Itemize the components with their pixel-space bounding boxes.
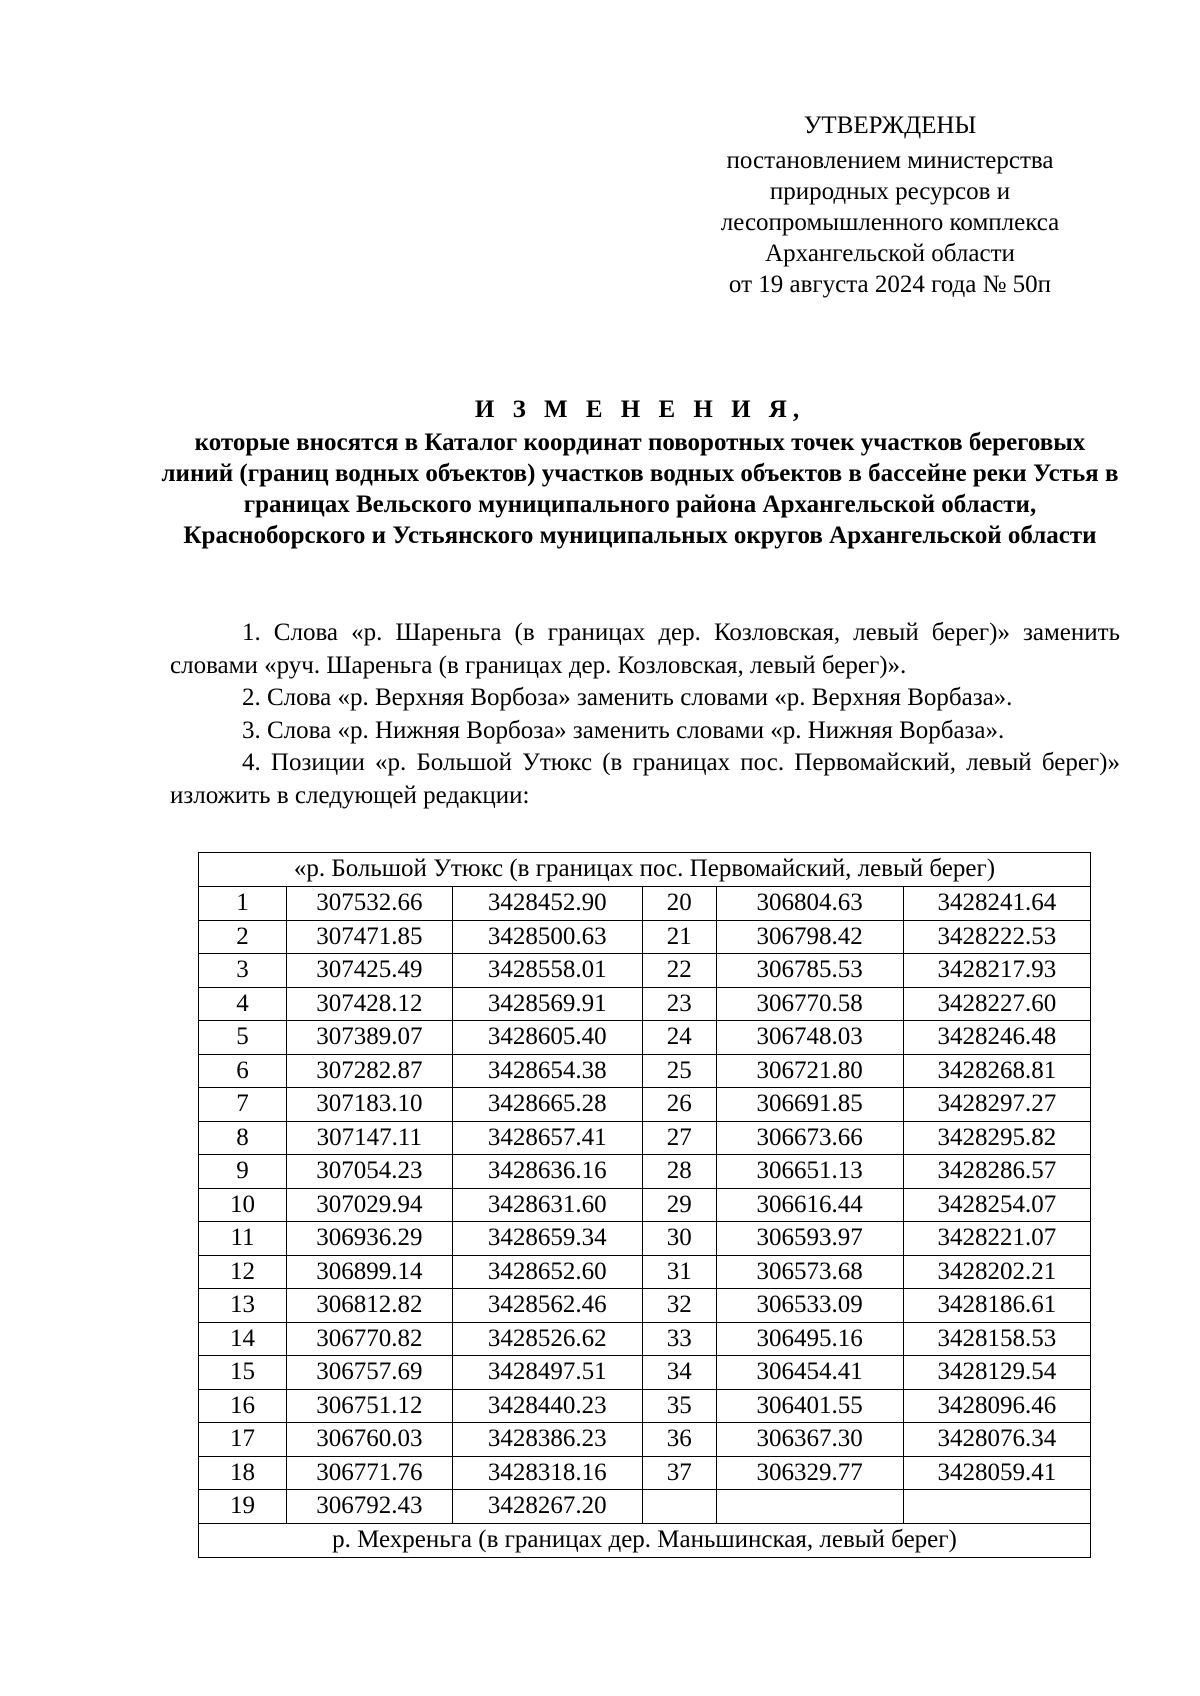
table-cell-coord-y: 3428217.93 (903, 954, 1090, 988)
table-cell-point-number: 6 (199, 1054, 287, 1088)
table-cell-coord-x: 306771.76 (286, 1456, 452, 1490)
table-cell-coord-y: 3428158.53 (903, 1322, 1090, 1356)
table-cell-point-number: 15 (199, 1356, 287, 1390)
table-row (199, 920, 1091, 954)
table-cell-coord-y: 3428657.41 (452, 1121, 642, 1155)
table-cell-coord-y: 3428059.41 (903, 1456, 1090, 1490)
table-cell-coord-y: 3428186.61 (903, 1289, 1090, 1323)
approval-heading: УТВЕРЖДЕНЫ (803, 112, 977, 139)
table-row (199, 1322, 1091, 1356)
table-cell-point-number: 30 (642, 1222, 716, 1256)
table-cell-coord-x: 307428.12 (286, 987, 452, 1021)
table-row (199, 1121, 1091, 1155)
table-cell-point-number: 5 (199, 1021, 287, 1055)
table-cell-coord-y: 3428605.40 (452, 1021, 642, 1055)
approval-date: от 19 августа 2024 года № 50п (728, 271, 1052, 298)
table-cell-point-number: 29 (642, 1188, 716, 1222)
approval-line: природных ресурсов и (769, 178, 1011, 205)
table-row (199, 1021, 1091, 1055)
table-cell-coord-y: 3428267.20 (452, 1490, 642, 1524)
table-cell-coord-y: 3428452.90 (452, 887, 642, 921)
table-cell-coord-x: 306748.03 (716, 1021, 903, 1055)
table-cell-point-number: 17 (199, 1423, 287, 1457)
table-cell-coord-x: 306573.68 (716, 1255, 903, 1289)
table-cell-coord-x: 307029.94 (286, 1188, 452, 1222)
table-cell-coord-y: 3428222.53 (903, 920, 1090, 954)
table-cell-point-number: 33 (642, 1322, 716, 1356)
table-caption-row (199, 853, 1091, 887)
title-subtitle: которые вносятся в Каталог координат поворотных точек участков береговых линий (границ водных объектов) участков водных объектов в бассейне реки Устья в границах Вельского муниципального района Архангельской области, Красноборского и Устьянского муниципальных округов Архангельской области (161, 429, 1119, 549)
table-cell-coord-x: 306533.09 (716, 1289, 903, 1323)
table-cell-coord-x: 307389.07 (286, 1021, 452, 1055)
table-cell-coord-x: 307183.10 (286, 1088, 452, 1122)
table-cell-point-number: 19 (199, 1490, 287, 1524)
table-cell-coord-x: 306454.41 (716, 1356, 903, 1390)
table-cell-point-number: 11 (199, 1222, 287, 1256)
paragraph-2: 2. Слова «р. Верхняя Ворбоза» заменить словами «р. Верхняя Ворбаза». (242, 684, 1013, 711)
table-cell-coord-y: 3428297.27 (903, 1088, 1090, 1122)
table-cell-coord-y: 3428227.60 (903, 987, 1090, 1021)
table-cell-coord-y: 3428318.16 (452, 1456, 642, 1490)
table-row (199, 1389, 1091, 1423)
table-cell-coord-y: 3428076.34 (903, 1423, 1090, 1457)
table-cell-point-number: 16 (199, 1389, 287, 1423)
table-cell-coord-y: 3428500.63 (452, 920, 642, 954)
table-cell-coord-y: 3428221.07 (903, 1222, 1090, 1256)
table-cell-point-number: 25 (642, 1054, 716, 1088)
paragraph-4: 4. Позиции «р. Большой Утюкс (в границах пос. Первомайский, левый берег)» изложить в следующей редакции: (170, 749, 1120, 809)
paragraph-1: 1. Слова «р. Шареньга (в границах дер. Козловская, левый берег)» заменить словами «руч. Шареньга (в границах дер. Козловская, левый берег)». (170, 619, 1120, 679)
table-cell-point-number: 12 (199, 1255, 287, 1289)
table-cell-coord-x: 306495.16 (716, 1322, 903, 1356)
table-cell-coord-y: 3428440.23 (452, 1389, 642, 1423)
table-cell-coord-y: 3428268.81 (903, 1054, 1090, 1088)
table-cell-point-number: 18 (199, 1456, 287, 1490)
table-cell-point-number: 36 (642, 1423, 716, 1457)
table-cell-point-number: 22 (642, 954, 716, 988)
table-cell-coord-y: 3428569.91 (452, 987, 642, 1021)
table-row (199, 1456, 1091, 1490)
table-cell-point-number: 9 (199, 1155, 287, 1189)
coordinates-table-body (199, 853, 1091, 1558)
table-cell-coord-y: 3428497.51 (452, 1356, 642, 1390)
table-row (199, 887, 1091, 921)
amendments-text (170, 617, 1120, 812)
table-cell-coord-x: 306770.82 (286, 1322, 452, 1356)
approval-line: Архангельской области (765, 240, 1015, 267)
table-row (199, 1222, 1091, 1256)
table-cell-coord-x: 306329.77 (716, 1456, 903, 1490)
table-cell-coord-y: 3428665.28 (452, 1088, 642, 1122)
table-row (199, 1155, 1091, 1189)
table-cell-coord-x: 306899.14 (286, 1255, 452, 1289)
table-cell-coord-x: 306616.44 (716, 1188, 903, 1222)
document-title (160, 394, 1120, 551)
table-cell-coord-y: 3428636.16 (452, 1155, 642, 1189)
paragraph-3: 3. Слова «р. Нижняя Ворбоза» заменить словами «р. Нижняя Ворбаза». (242, 716, 1005, 744)
table-cell-coord-y: 3428659.34 (452, 1222, 642, 1256)
table-cell-point-number: 21 (642, 920, 716, 954)
table-row (199, 1423, 1091, 1457)
table-row (199, 987, 1091, 1021)
table-cell-coord-x: 306651.13 (716, 1155, 903, 1189)
table-cell-point-number: 34 (642, 1356, 716, 1390)
table-row (199, 1088, 1091, 1122)
table-cell-coord-x: 306367.30 (716, 1423, 903, 1457)
table-cell-coord-x: 307147.11 (286, 1121, 452, 1155)
table-footer-row (199, 1523, 1091, 1557)
table-cell-point-number: 24 (642, 1021, 716, 1055)
table-cell-coord-x: 307425.49 (286, 954, 452, 988)
approval-line: лесопромышленного комплекса (720, 209, 1060, 236)
table-row (199, 1054, 1091, 1088)
table-cell-coord-x: 306751.12 (286, 1389, 452, 1423)
table-cell-coord-y: 3428631.60 (452, 1188, 642, 1222)
table-cell-coord-y: 3428526.62 (452, 1322, 642, 1356)
table-cell-coord-x: 306691.85 (716, 1088, 903, 1122)
approval-line: постановлением министерства (726, 147, 1054, 174)
table-footer: р. Мехреньга (в границах дер. Маньшинская, левый берег) (199, 1523, 1091, 1557)
table-cell-point-number: 2 (199, 920, 287, 954)
title-main: И З М Е Н Е Н И Я, (474, 396, 806, 423)
table-cell-coord-x: 306798.42 (716, 920, 903, 954)
table-cell-coord-y: 3428386.23 (452, 1423, 642, 1457)
table-cell-coord-y: 3428246.48 (903, 1021, 1090, 1055)
table-cell-point-number: 27 (642, 1121, 716, 1155)
table-cell-coord-x: 306760.03 (286, 1423, 452, 1457)
table-cell-coord-y: 3428096.46 (903, 1389, 1090, 1423)
table-cell-point-number: 1 (199, 887, 287, 921)
table-cell-point-number: 28 (642, 1155, 716, 1189)
table-cell-point-number (642, 1490, 716, 1524)
table-cell-point-number: 7 (199, 1088, 287, 1122)
table-cell-coord-x: 306785.53 (716, 954, 903, 988)
table-cell-coord-x (716, 1490, 903, 1524)
table-cell-point-number: 31 (642, 1255, 716, 1289)
table-cell-coord-x: 306593.97 (716, 1222, 903, 1256)
table-cell-coord-x: 306812.82 (286, 1289, 452, 1323)
table-cell-coord-y: 3428202.21 (903, 1255, 1090, 1289)
table-cell-coord-x: 306757.69 (286, 1356, 452, 1390)
table-cell-point-number: 13 (199, 1289, 287, 1323)
table-row (199, 954, 1091, 988)
table-caption: «р. Большой Утюкс (в границах пос. Первомайский, левый берег) (199, 853, 1091, 887)
table-row (199, 1490, 1091, 1524)
table-cell-point-number: 20 (642, 887, 716, 921)
approval-block (680, 110, 1100, 300)
table-row (199, 1188, 1091, 1222)
table-cell-point-number: 23 (642, 987, 716, 1021)
table-cell-coord-x: 307282.87 (286, 1054, 452, 1088)
table-cell-point-number: 14 (199, 1322, 287, 1356)
table-cell-coord-x: 307054.23 (286, 1155, 452, 1189)
table-cell-coord-x: 306401.55 (716, 1389, 903, 1423)
table-cell-coord-y: 3428286.57 (903, 1155, 1090, 1189)
table-cell-coord-y: 3428562.46 (452, 1289, 642, 1323)
table-cell-point-number: 32 (642, 1289, 716, 1323)
table-cell-point-number: 3 (199, 954, 287, 988)
table-cell-coord-x: 307471.85 (286, 920, 452, 954)
table-cell-point-number: 8 (199, 1121, 287, 1155)
table-cell-coord-y: 3428654.38 (452, 1054, 642, 1088)
table-cell-point-number: 10 (199, 1188, 287, 1222)
table-row (199, 1356, 1091, 1390)
table-cell-point-number: 4 (199, 987, 287, 1021)
table-cell-coord-x: 306936.29 (286, 1222, 452, 1256)
table-cell-coord-x: 306804.63 (716, 887, 903, 921)
table-cell-coord-y: 3428129.54 (903, 1356, 1090, 1390)
coordinates-table (198, 852, 1091, 1558)
table-row (199, 1255, 1091, 1289)
table-cell-coord-y: 3428295.82 (903, 1121, 1090, 1155)
table-cell-coord-x: 306721.80 (716, 1054, 903, 1088)
table-cell-coord-x: 306770.58 (716, 987, 903, 1021)
table-cell-point-number: 35 (642, 1389, 716, 1423)
table-cell-coord-y: 3428241.64 (903, 887, 1090, 921)
table-cell-coord-y: 3428254.07 (903, 1188, 1090, 1222)
table-cell-coord-y (903, 1490, 1090, 1524)
table-cell-coord-x: 307532.66 (286, 887, 452, 921)
table-cell-coord-y: 3428558.01 (452, 954, 642, 988)
table-cell-coord-x: 306792.43 (286, 1490, 452, 1524)
table-cell-coord-x: 306673.66 (716, 1121, 903, 1155)
table-cell-point-number: 26 (642, 1088, 716, 1122)
table-row (199, 1289, 1091, 1323)
table-cell-point-number: 37 (642, 1456, 716, 1490)
table-cell-coord-y: 3428652.60 (452, 1255, 642, 1289)
